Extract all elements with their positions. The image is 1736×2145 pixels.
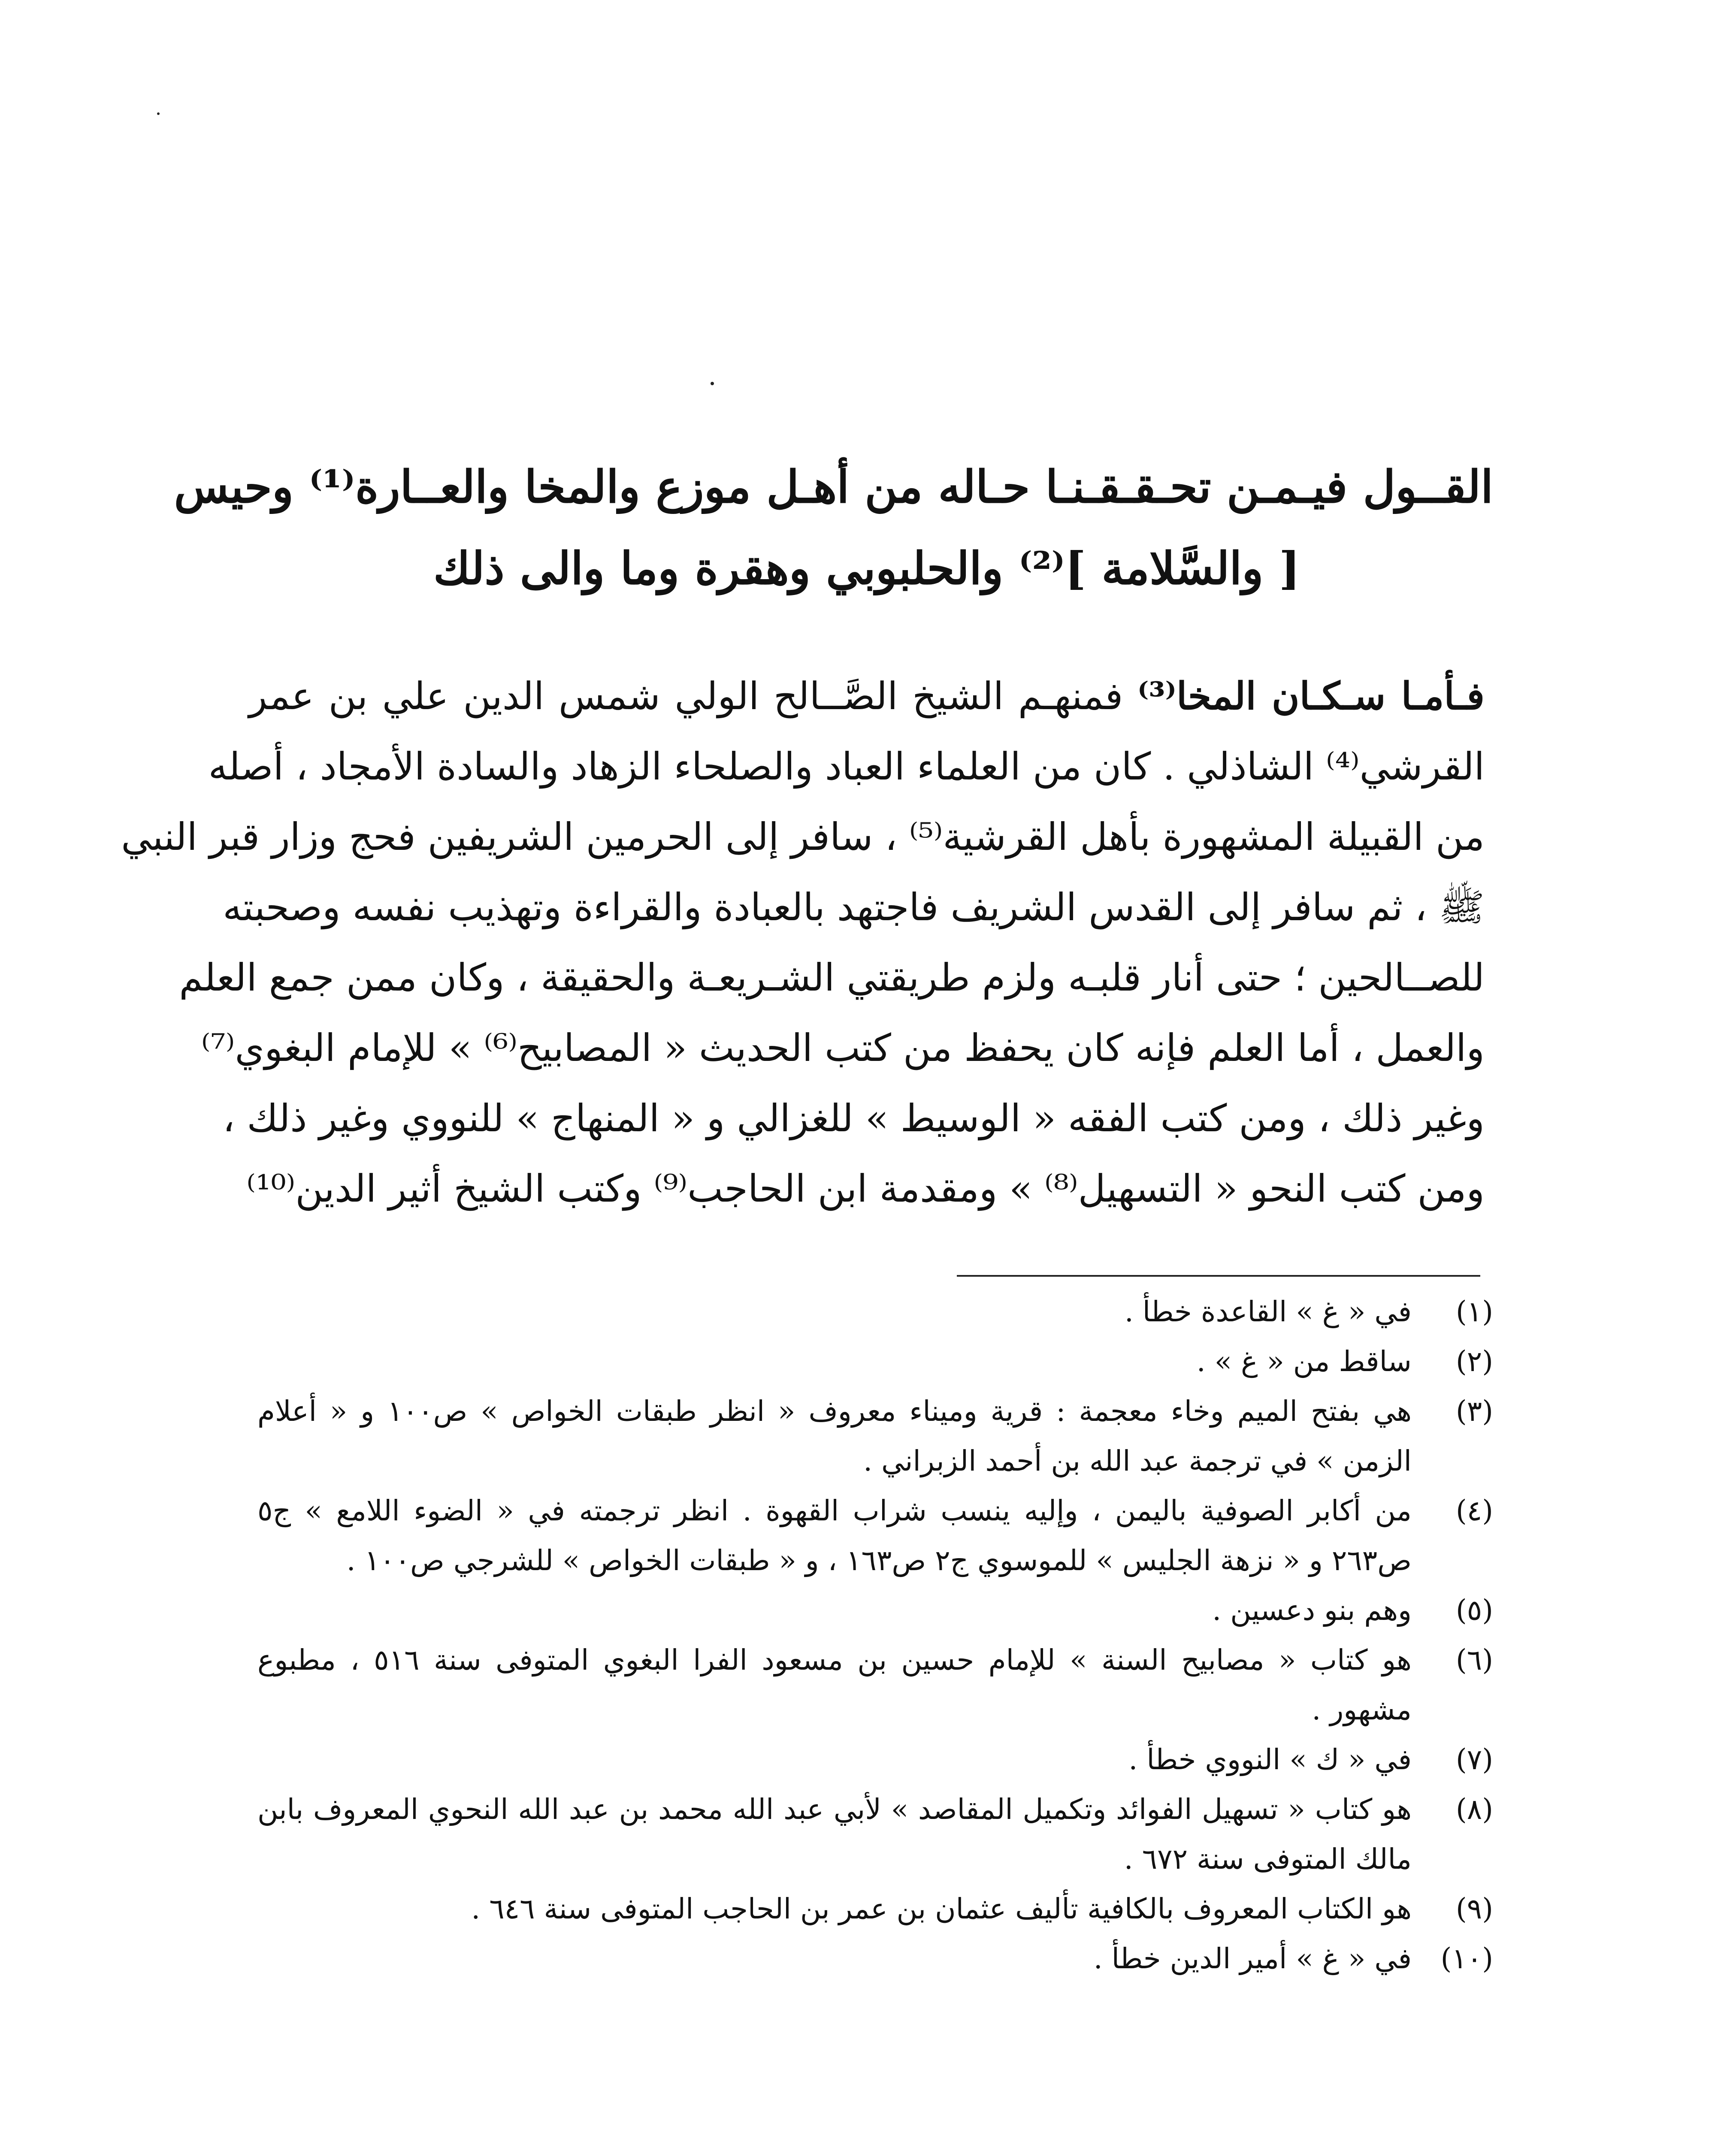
scan-speck xyxy=(711,382,714,385)
paragraph-lead: فـأمـا سـكـان المخا⁽³⁾ xyxy=(1137,674,1485,718)
paragraph-line-5: للصــالحين ؛ حتى أنار قلبـه ولزم طريقتي الشـريعـة والحقيقة ، وكان ممن جمع العلم xyxy=(179,955,1485,1000)
paragraph-line-8: ومن كتب النحو « التسهيل⁽⁸⁾ » ومقدمة ابن الحاجب⁽⁹⁾ وكتب الشيخ أثير الدين⁽¹⁰⁾ xyxy=(246,1166,1485,1211)
footnote-number: (٢) xyxy=(1456,1345,1493,1378)
main-paragraph xyxy=(121,661,1485,1224)
footnote-number: (٨) xyxy=(1456,1793,1493,1826)
footnote-text: هو كتاب « مصابيح السنة » للإمام حسين بن مسعود الفرا البغوي المتوفى سنة ٥١٦ ، مطبوع مشهور . xyxy=(257,1643,1412,1726)
footnote-item xyxy=(257,1934,1493,1984)
scan-speck xyxy=(157,112,160,115)
paragraph-line-3: من القبيلة المشهورة بأهل القرشية⁽⁵⁾ ، سافر إلى الحرمين الشريفين فحج وزار قبر النبي xyxy=(121,815,1485,859)
footnote-separator xyxy=(957,1275,1480,1277)
footnote-item xyxy=(257,1387,1493,1486)
footnote-number: (٣) xyxy=(1456,1395,1493,1428)
footnote-item xyxy=(257,1486,1493,1586)
footnote-item xyxy=(257,1785,1493,1884)
footnote-text: هو كتاب « تسهيل الفوائد وتكميل المقاصد » لأبي عبد الله محمد بن عبد الله النحوي المعروف بابن مالك المتوفى سنة ٦٧٢ . xyxy=(257,1793,1412,1876)
title-line-1: القــول فيـمـن تحـقـقـنـا حـاله من أهـل موزع والمخا والعــارة⁽¹⁾ وحيس xyxy=(174,460,1493,513)
paragraph-line-7: وغير ذلك ، ومن كتب الفقه « الوسيط » للغزالي و « المنهاج » للنووي وغير ذلك ، xyxy=(222,1096,1485,1140)
footnote-text: في « غ » أمير الدين خطأ . xyxy=(1093,1942,1412,1975)
footnote-text: في « غ » القاعدة خطأ . xyxy=(1124,1295,1412,1328)
footnote-number: (١) xyxy=(1456,1295,1493,1328)
footnote-number: (٥) xyxy=(1456,1594,1493,1627)
footnote-text: في « ك » النووي خطأ . xyxy=(1128,1743,1412,1776)
footnote-text: هي بفتح الميم وخاء معجمة : قرية وميناء معروف « انظر طبقات الخواص » ص١٠٠ و « أعلام الزمن » في ترجمة عبد الله بن أحمد الزبراني . xyxy=(257,1395,1412,1477)
paragraph-line-2: القرشي⁽⁴⁾ الشاذلي . كان من العلماء العباد والصلحاء الزهاد والسادة الأمجاد ، أصله xyxy=(208,744,1485,789)
paragraph-line-1-text: فمنهـم الشيخ الصَّــالح الولي شمس الدين علي بن عمر xyxy=(249,674,1123,718)
paragraph-line-4: ﷺ ، ثم سافر إلى القدس الشريف فاجتهد بالعبادة والقراءة وتهذيب نفسه وصحبته xyxy=(223,885,1485,929)
footnote-number: (٦) xyxy=(1456,1643,1493,1677)
paragraph-line-6: والعمل ، أما العلم فإنه كان يحفظ من كتب الحديث « المصابيح⁽⁶⁾ » للإمام البغوي⁽⁷⁾ xyxy=(201,1026,1485,1070)
footnote-number: (١٠) xyxy=(1440,1942,1493,1975)
footnote-number: (٩) xyxy=(1456,1892,1493,1925)
footnote-text: ساقط من « غ » . xyxy=(1196,1345,1412,1378)
footnote-number: (٤) xyxy=(1456,1494,1493,1527)
paragraph-line-1 xyxy=(249,661,1485,731)
footnote-text: وهم بنو دعسين . xyxy=(1212,1594,1412,1627)
footnote-item xyxy=(257,1287,1493,1337)
section-title xyxy=(174,446,1493,609)
title-line-2: [ والسَّلامة ]⁽²⁾ والحلبوبي وهقرة وما والى ذلك xyxy=(433,542,1300,595)
footnote-item xyxy=(257,1337,1493,1387)
footnote-text: من أكابر الصوفية باليمن ، وإليه ينسب شراب القهوة . انظر ترجمته في « الضوء اللامع » ج٥ ص٢٦٣ و « نزهة الجليس » للموسوي ج٢ ص١٦٣ ، و « طبقات الخواص » للشرجي ص١٠٠ . xyxy=(257,1494,1412,1577)
footnote-number: (٧) xyxy=(1456,1743,1493,1776)
footnote-item xyxy=(257,1586,1493,1635)
footnote-item xyxy=(257,1884,1493,1934)
footnote-item xyxy=(257,1735,1493,1785)
footnotes xyxy=(257,1287,1493,1984)
footnote-item xyxy=(257,1635,1493,1735)
footnote-text: هو الكتاب المعروف بالكافية تأليف عثمان بن عمر بن الحاجب المتوفى سنة ٦٤٦ . xyxy=(471,1892,1412,1925)
